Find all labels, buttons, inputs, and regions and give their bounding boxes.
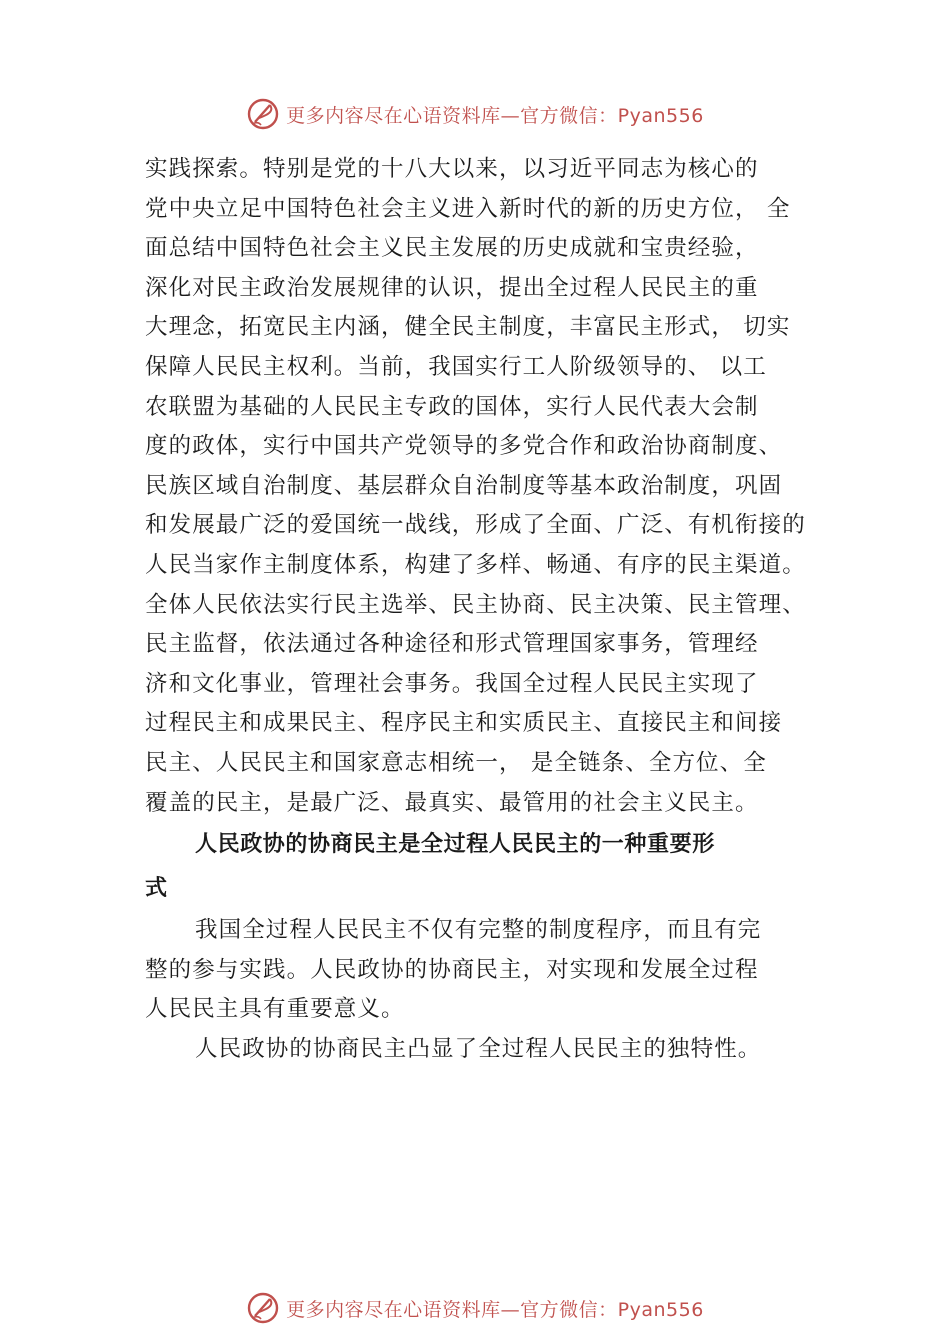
footer-watermark — [0, 1288, 950, 1328]
text-line: 度的政体，实行中国共产党领导的多党合作和政治协商制度、 — [145, 433, 783, 460]
text-line: 人民政协的协商民主凸显了全过程人民民主的独特性。 — [195, 1035, 762, 1062]
watermark-text-cn: 更多内容尽在心语资料库—官方微信： — [286, 1298, 618, 1321]
document-body — [145, 150, 845, 1069]
section-heading — [145, 823, 845, 911]
text-line: 党中央立足中国特色社会主义进入新时代的新的历史方位， 全 — [145, 195, 791, 222]
text-line: 覆盖的民主，是最广泛、最真实、最管用的社会主义民主。 — [145, 789, 759, 816]
text-line: 民主、人民民主和国家意志相统一， 是全链条、全方位、全 — [145, 749, 767, 776]
header-watermark — [0, 94, 950, 134]
watermark-wechat-id: Pyan556 — [617, 104, 704, 127]
watermark-text — [286, 1295, 704, 1322]
text-line: 全体人民依法实行民主选举、民主协商、民主决策、民主管理、 — [145, 591, 806, 618]
text-line: 和发展最广泛的爱国统一战线，形成了全面、广泛、有机衔接的 — [145, 512, 806, 539]
text-line: 大理念，拓宽民主内涵，健全民主制度，丰富民主形式， 切实 — [145, 314, 791, 341]
text-line: 我国全过程人民民主不仅有完整的制度程序，而且有完 — [195, 917, 762, 944]
text-line: 面总结中国特色社会主义民主发展的历史成就和宝贵经验， — [145, 235, 759, 262]
text-line: 民主监督，依法通过各种途径和形式管理国家事务，管理经 — [145, 631, 759, 658]
heading-line: 式 — [145, 876, 168, 902]
text-line: 济和文化事业，管理社会事务。我国全过程人民民主实现了 — [145, 670, 759, 697]
watermark-text-cn: 更多内容尽在心语资料库—官方微信： — [286, 104, 618, 127]
text-line: 整的参与实践。人民政协的协商民主，对实现和发展全过程 — [145, 956, 759, 983]
text-line: 人民民主具有重要意义。 — [145, 996, 405, 1023]
paragraph-1 — [145, 150, 845, 823]
text-line: 深化对民主政治发展规律的认识，提出全过程人民民主的重 — [145, 274, 759, 301]
heading-line: 人民政协的协商民主是全过程人民民主的一种重要形 — [195, 832, 715, 858]
text-line: 民族区域自治制度、基层群众自治制度等基本政治制度，巩固 — [145, 472, 783, 499]
text-line: 过程民主和成果民主、程序民主和实质民主、直接民主和间接 — [145, 710, 783, 737]
quill-logo-icon — [246, 97, 280, 131]
quill-logo-icon — [246, 1291, 280, 1325]
watermark-text — [286, 101, 704, 128]
paragraph-3 — [145, 1030, 845, 1070]
text-line: 保障人民民主权利。当前，我国实行工人阶级领导的、 以工 — [145, 353, 767, 380]
watermark-wechat-id: Pyan556 — [617, 1298, 704, 1321]
text-line: 实践探索。特别是党的十八大以来，以习近平同志为核心的 — [145, 156, 759, 182]
paragraph-2 — [145, 911, 845, 1030]
text-line: 人民当家作主制度体系，构建了多样、畅通、有序的民主渠道。 — [145, 551, 806, 578]
text-line: 农联盟为基础的人民民主专政的国体，实行人民代表大会制 — [145, 393, 759, 420]
